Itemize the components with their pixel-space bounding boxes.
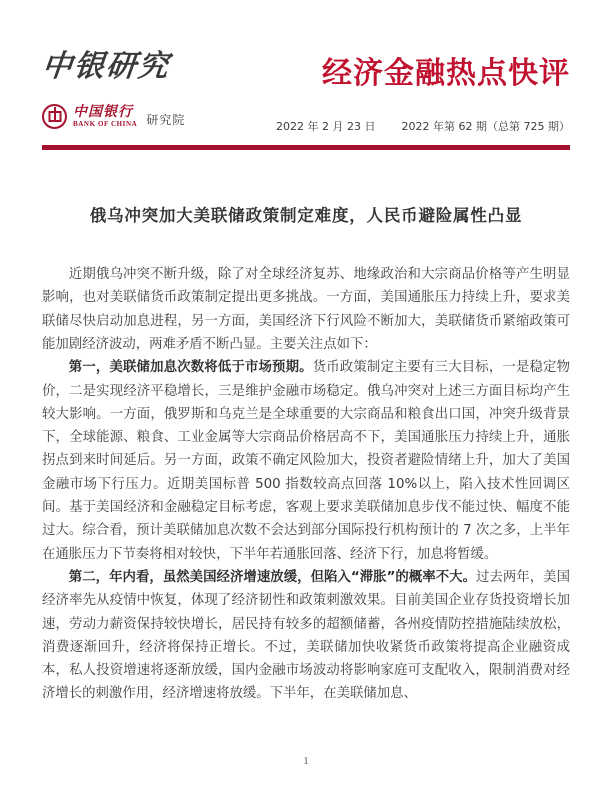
masthead-meta — [276, 118, 570, 134]
bank-of-china-wordmark — [73, 105, 137, 129]
page-number: 1 — [303, 756, 309, 767]
masthead — [0, 0, 612, 160]
paragraph-1 — [42, 263, 570, 356]
paragraph-2 — [42, 356, 570, 566]
paragraph-1-text: 近期俄乌冲突不断升级，除了对全球经济复苏、地缘政治和大宗商品价格等产生明显影响，也对美联储货币政策制定提出更多挑战。一方面，美国通胀压力持续上升，要求美联储尽快启动加息进程，另一方面，美国经济下行风险不断加大，美联储货币紧缩政策可能加剧经济波动，两难矛盾不断凸显。主要关注点如下： — [42, 267, 570, 352]
article — [42, 186, 570, 706]
bank-name-chinese: 中国银行 — [73, 103, 133, 120]
publication-title: 经济金融热点快评 — [322, 56, 570, 91]
paragraph-3-lead: 第二，年内看，虽然美国经济增速放缓，但陷入“滞胀”的概率不大。 — [68, 569, 477, 585]
article-title: 俄乌冲突加大美联储政策制定难度，人民币避险属性凸显 — [89, 206, 523, 226]
paragraph-3 — [42, 566, 570, 706]
bank-name-english: BANK OF CHINA — [73, 119, 138, 128]
paragraph-3-text: 过去两年，美国经济率先从疫情中恢复，体现了经济韧性和政策刺激效果。目前美国企业存货投资增长加速，劳动力薪资保持较快增长，居民持有较多的超额储蓄，各州疫情防控措施陆续放松，消费逐渐回升，经济将保持正增长。不过，美联储加快收紧货币政策将提高企业融资成本，私人投资增速将逐渐放缓，国内金融市场波动将影响家庭可支配收入，限制消费对经济增长的刺激作用，经济增速将放缓。下半年，在美联储加息、 — [42, 569, 570, 702]
article-body — [42, 263, 570, 706]
bank-of-china-logo-row — [42, 104, 185, 129]
paragraph-2-lead: 第一，美联储加息次数将低于市场预期。 — [68, 360, 313, 376]
header-divider — [42, 145, 570, 150]
bank-of-china-emblem-icon — [42, 104, 67, 129]
brand-calligraphy-logo: 中银研究 — [40, 49, 172, 84]
publication-issue: 2022 年第 62 期（总第 725 期） — [401, 120, 570, 133]
paragraph-2-text: 货币政策制定主要有三大目标，一是稳定物价，二是实现经济平稳增长，三是维护金融市场稳定。俄乌冲突对上述三方面目标均产生较大影响。一方面，俄罗斯和乌克兰是全球重要的大宗商品和粮食出口国，冲突升级背景下，全球能源、粮食、工业金属等大宗商品价格居高不下，美国通胀压力持续上升，通胀拐点到来时间延后。另一方面，政策不确定风险加大，投资者避险情绪上升，加大了美国金融市场下行压力。近期美国标普 500 指数较高点回落 10%以上，陷入技术性回调区间。基于美国经济和金融稳定目标考虑，客观上要求美联储加息步伐不能过快、幅度不能过大。综合看，预计美联储加息次数不会达到部分国际投行机构预计的 7 次之多，上半年在通胀压力下节奏将相对较快，下半年若通胀回落、经济下行，加息将暂缓。 — [42, 360, 570, 562]
publication-date: 2022 年 2 月 23 日 — [276, 120, 376, 133]
brand-block — [40, 49, 282, 128]
institute-label: 研究院 — [146, 113, 186, 127]
page-footer — [0, 756, 612, 767]
